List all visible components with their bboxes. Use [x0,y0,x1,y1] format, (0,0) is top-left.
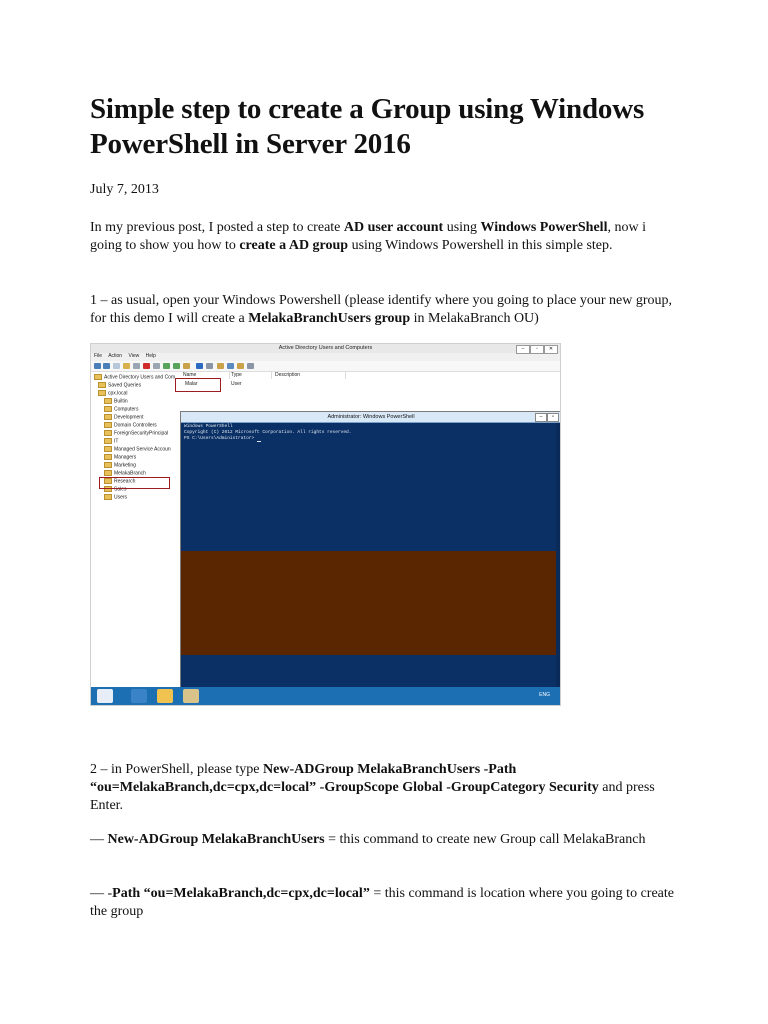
tree-item-development[interactable]: Development [104,414,143,421]
explorer-icon[interactable] [157,689,173,703]
ad-tree-pane [91,372,182,688]
tree-item-managers[interactable]: Managers [104,454,136,461]
tree-item-melakabranch[interactable]: MelakaBranch [104,470,146,477]
text-run: 1 – as usual, open your Windows Powershell (please identify where you going to place your new group, for this demo I will create a [90,293,672,326]
ad-menu-bar [91,353,560,360]
tree-item-saved-queries[interactable]: Saved Queries [98,382,141,389]
folder-icon [104,454,112,460]
back-icon[interactable] [94,363,101,369]
tree-item-computers[interactable]: Computers [104,406,138,413]
folder-icon [104,398,112,404]
tree-item-it[interactable]: IT [104,438,118,445]
folder-icon [104,494,112,500]
user-highlight [175,378,221,392]
properties-icon[interactable] [153,363,160,369]
text-run: New-ADGroup MelakaBranchUsers [107,832,325,847]
tree-item-managed-service[interactable]: Managed Service Accoun [104,446,171,453]
menu-action[interactable]: Action [108,353,123,359]
post-date: July 7, 2013 [90,182,159,197]
domain-icon [98,390,106,396]
text-run: in MelakaBranch OU) [410,311,539,326]
tree-item-builtin[interactable]: Builtin [104,398,128,405]
ad-tool-icon[interactable] [183,689,199,703]
folder-icon [104,414,112,420]
ad-window-title: Active Directory Users and Computers [91,344,560,353]
step-2-paragraph [90,761,675,815]
folder-icon [104,446,112,452]
text-run: AD user account [343,220,444,235]
text-run: and press Enter. [90,780,655,813]
minimize-icon[interactable]: – [535,413,547,422]
step-1-paragraph [90,292,675,328]
folder-icon[interactable] [123,363,130,369]
taskbar [91,687,560,705]
text-run: Path “ou=MelakaBranch,dc=cpx,dc=local” [112,886,370,901]
folder-icon [104,470,112,476]
note-2-paragraph [90,885,675,921]
text-run: 2 – in PowerShell, please type [90,762,264,777]
text-run: — [90,832,108,847]
powershell-icon[interactable] [131,689,147,703]
text-run: New-ADGroup MelakaBranchUsers -Path “ou=MelakaBranch,dc=cpx,dc=local” -GroupScope Global -GroupCategory Security [90,762,599,795]
tree-item-root[interactable]: Active Directory Users and Com [94,374,175,381]
text-run: create a AD group [239,238,349,253]
text-run: using Windows Powershell in this simple step. [348,238,613,253]
new-user-icon[interactable] [196,363,203,369]
filter-icon[interactable] [227,363,234,369]
folder-icon [104,406,112,412]
tree-item-domain-controllers[interactable]: Domain Controllers [104,422,157,429]
console-color-band [181,551,561,655]
column-type[interactable]: Type [229,372,272,379]
maximize-icon[interactable]: ▫ [530,345,544,354]
export-icon[interactable] [173,363,180,369]
melakabranch-highlight [99,477,170,489]
folder-icon [104,438,112,444]
tree-item-sales[interactable]: Sales [104,486,127,493]
tree-item-users[interactable]: Users [104,494,127,501]
add-to-group-icon[interactable] [247,363,254,369]
page-title: Simple step to create a Group using Windows PowerShell in Server 2016 [90,93,645,160]
language-indicator[interactable]: ENG [539,692,550,698]
minimize-icon[interactable]: – [516,345,530,354]
tree-item-foreign-security[interactable]: ForeignSecurityPrincipal [104,430,168,437]
note-1-paragraph [90,831,675,849]
folder-icon [104,462,112,468]
maximize-icon[interactable]: ▫ [547,413,559,422]
powershell-window[interactable] [180,411,561,690]
ad-list-pane [181,372,560,412]
text-run: using [443,220,481,235]
text-run: = this command to create new Group call MelakaBranch [324,832,646,847]
refresh-icon[interactable] [163,363,170,369]
delete-icon[interactable] [143,363,150,369]
text-run: Windows PowerShell [480,220,608,235]
menu-help[interactable]: Help [145,353,156,359]
folder-icon [94,374,102,380]
server-manager-icon[interactable] [97,689,113,703]
screenshot-image [90,343,561,706]
powershell-console[interactable]: Windows PowerShell Copyright (C) 2012 Microsoft Corporation. All rights reserved. PS C:\Users\Administrator> [184,424,352,441]
folder-icon [104,422,112,428]
close-icon[interactable]: ✕ [544,345,558,354]
find-icon[interactable] [237,363,244,369]
text-run: = this command is location where you going to create the group [90,886,674,919]
tree-item-research[interactable]: Research [104,478,135,485]
help-icon[interactable] [183,363,190,369]
list-row-type: User [231,381,242,387]
menu-view[interactable]: View [128,353,140,359]
scrollbar[interactable] [556,423,561,689]
tree-item-domain[interactable]: cpx.local [98,390,127,397]
menu-file[interactable]: File [94,353,103,359]
cursor-icon [257,441,261,442]
folder-icon [98,382,106,388]
powershell-title: Administrator: Windows PowerShell – ▫ [181,412,561,423]
column-name[interactable]: Name [181,372,230,379]
tree-item-marketing[interactable]: Marketing [104,462,136,469]
text-run: MelakaBranchUsers group [248,311,411,326]
text-run: , now i going to show you how to [90,220,646,253]
list-row-name[interactable]: Malar [185,381,198,387]
folder-icon [104,430,112,436]
forward-icon[interactable] [103,363,110,369]
new-group-icon[interactable] [206,363,213,369]
text-run: — - [90,886,113,901]
ad-toolbar [91,361,560,372]
up-icon[interactable] [113,363,120,369]
text-run: In my previous post, I posted a step to create [90,220,344,235]
cut-icon[interactable] [133,363,140,369]
column-description[interactable]: Description [273,372,346,379]
intro-paragraph [90,219,675,255]
new-ou-icon[interactable] [217,363,224,369]
